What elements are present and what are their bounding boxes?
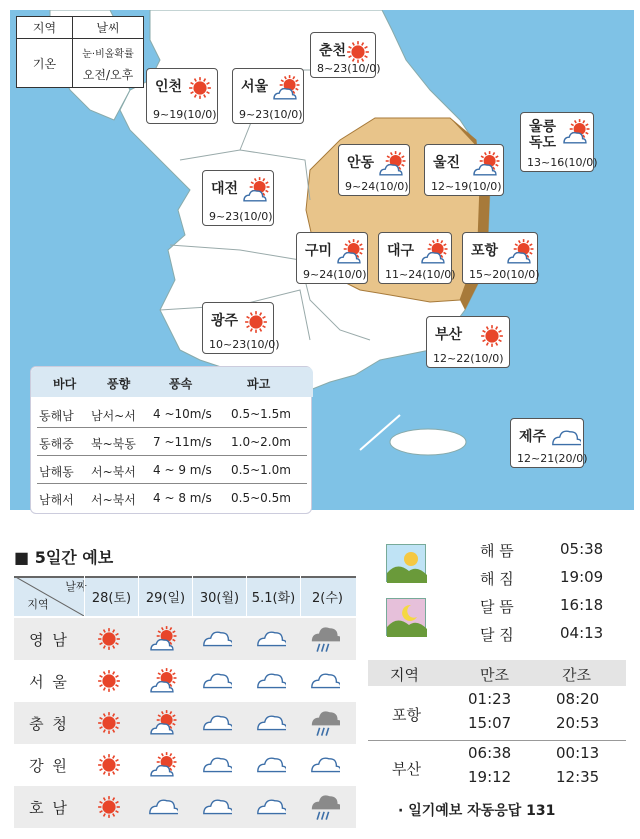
sea-row-divider (37, 483, 307, 484)
cloud-icon (256, 624, 286, 658)
sea-cell: 4 ~10m/s (153, 407, 212, 421)
sun-moon-time: 05:38 (560, 540, 604, 558)
legend-weather: 날씨 (73, 17, 143, 39)
sun-moon-time: 16:18 (560, 596, 604, 614)
tide-place: 포항 (392, 706, 421, 724)
city-0 (310, 32, 381, 78)
tide-high: 06:38 (468, 744, 512, 762)
forecast-region: 영 남 (29, 630, 69, 649)
cloud-icon (202, 792, 232, 826)
weather-map (10, 10, 634, 510)
sea-header: 풍속 (169, 377, 193, 391)
tide-place: 부산 (392, 760, 421, 778)
cloud-icon (202, 624, 232, 658)
city-12 (510, 418, 588, 468)
forecast-date: 5.1(화) (246, 576, 300, 616)
tide-low: 20:53 (556, 714, 600, 732)
sun-icon (94, 792, 124, 826)
legend-region: 지역 (17, 17, 73, 39)
footer-hotline: · 일기예보 자동응답 131 (398, 803, 556, 819)
precip-prob: (10/0) (375, 180, 409, 193)
tide-high: 15:07 (468, 714, 512, 732)
city-temp (209, 338, 280, 351)
five-day-forecast-table (14, 576, 356, 824)
sea-cell: 서~북서 (91, 493, 136, 507)
moonrise-icon (386, 598, 426, 636)
sea-cell: 7 ~11m/s (153, 435, 212, 449)
sea-table (30, 366, 312, 514)
city-name: 춘천 (319, 43, 347, 59)
city-temp (209, 210, 273, 223)
sea-cell: 0.5~1.5m (231, 407, 291, 421)
sun-icon (94, 750, 124, 784)
sun-icon (94, 708, 124, 742)
precip-prob: (10/0) (183, 108, 217, 121)
temp-range: 13~16 (527, 156, 565, 169)
cloud-icon (202, 666, 232, 700)
city-name: 인천 (155, 79, 183, 95)
sea-row-divider (37, 455, 307, 456)
sea-header: 풍향 (107, 377, 131, 391)
temp-range: 9~23 (239, 108, 270, 121)
sea-cell: 동해남 (39, 409, 74, 423)
city-name: 울진 (433, 155, 461, 171)
city-temp (317, 62, 381, 75)
temp-range: 9~19 (153, 108, 184, 121)
forecast-date: 28(토) (84, 576, 138, 616)
sea-cell: 북~북동 (91, 437, 136, 451)
city-7 (296, 232, 368, 284)
city-temp (469, 268, 540, 281)
sun-moon-label: 달 짐 (480, 626, 514, 644)
sea-header: 파고 (247, 377, 271, 391)
city-temp (303, 268, 367, 281)
tide-low: 00:13 (556, 744, 600, 762)
city-name: 포항 (471, 243, 499, 259)
precip-prob: (10/0) (246, 338, 280, 351)
city-name: 울릉 독도 (529, 119, 557, 151)
sun-cloud-icon (148, 666, 178, 700)
sun-cloud-icon (148, 624, 178, 658)
forecast-region: 서 울 (29, 672, 69, 691)
temp-range: 9~23 (209, 210, 240, 223)
forecast-region: 호 남 (29, 798, 69, 817)
legend-temp: 기온 (17, 39, 73, 87)
sea-cell: 0.5~0.5m (231, 491, 291, 505)
city-5 (424, 144, 504, 196)
rain-icon (310, 708, 340, 742)
city-temp (345, 180, 409, 193)
city-name: 대구 (387, 243, 415, 259)
cloud-icon (310, 750, 340, 784)
rain-icon (310, 624, 340, 658)
tide-low: 12:35 (556, 768, 600, 786)
sea-cell: 동해중 (39, 437, 74, 451)
temp-range: 12~21 (517, 452, 555, 465)
precip-prob: (10/0) (239, 210, 273, 223)
forecast-region: 강 원 (29, 756, 69, 775)
city-4 (338, 144, 410, 196)
precip-prob: (10/0) (468, 180, 502, 193)
precip-prob: (10/0) (506, 268, 540, 281)
map-legend (16, 16, 144, 88)
sun-cloud-icon (148, 708, 178, 742)
rain-icon (310, 792, 340, 826)
tide-high: 01:23 (468, 690, 512, 708)
cloud-icon (148, 792, 178, 826)
city-11 (426, 316, 510, 368)
city-temp (385, 268, 456, 281)
precip-prob: (10/0) (269, 108, 303, 121)
sea-cell: 4 ~ 9 m/s (153, 463, 212, 477)
city-8 (378, 232, 456, 284)
precip-prob: (10/0) (422, 268, 456, 281)
city-name: 서울 (241, 79, 269, 95)
cloud-icon (202, 750, 232, 784)
city-name: 구미 (305, 243, 333, 259)
city-name: 광주 (211, 313, 239, 329)
precip-prob: (10/0) (564, 156, 598, 169)
sun-moon-time: 04:13 (560, 624, 604, 642)
city-temp (433, 352, 504, 365)
cloud-icon (256, 708, 286, 742)
sea-cell: 1.0~2.0m (231, 435, 291, 449)
cloud-icon (256, 750, 286, 784)
tide-high: 19:12 (468, 768, 512, 786)
city-temp (527, 156, 598, 169)
city-6 (202, 170, 274, 226)
temp-range: 12~19 (431, 180, 469, 193)
temp-range: 15~20 (469, 268, 507, 281)
city-1 (146, 68, 218, 124)
city-temp (517, 452, 588, 465)
tide-header: 간조 (562, 666, 591, 684)
city-3 (520, 112, 598, 172)
tide-header: 지역 (390, 666, 419, 684)
corner-region-label: 지역 (27, 598, 49, 611)
precip-prob: (10/0) (347, 62, 381, 75)
temp-range: 9~24 (345, 180, 376, 193)
temp-range: 12~22 (433, 352, 471, 365)
forecast-title: ■ 5일간 예보 (14, 548, 114, 567)
city-name: 대전 (211, 181, 239, 197)
sea-cell: 4 ~ 8 m/s (153, 491, 212, 505)
forecast-date: 30(월) (192, 576, 246, 616)
cloud-icon (256, 666, 286, 700)
temp-range: 9~24 (303, 268, 334, 281)
city-name: 부산 (435, 327, 463, 343)
precip-prob: (10/0) (470, 352, 504, 365)
temp-range: 8~23 (317, 62, 348, 75)
city-name: 제주 (519, 429, 547, 445)
forecast-date: 2(수) (300, 576, 354, 616)
precip-prob: (10/0) (333, 268, 367, 281)
legend-precip: 눈·비올확률 (82, 48, 134, 60)
sea-header: 바다 (53, 377, 77, 391)
sea-cell: 남해서 (39, 493, 74, 507)
sea-cell: 남서~서 (91, 409, 136, 423)
forecast-region: 충 청 (29, 714, 69, 733)
sun-moon-label: 달 뜸 (480, 598, 514, 616)
sun-icon (94, 666, 124, 700)
sea-row-divider (37, 427, 307, 428)
sea-cell: 0.5~1.0m (231, 463, 291, 477)
corner-date-label: 날짜 (65, 580, 87, 593)
cloud-icon (256, 792, 286, 826)
city-temp (239, 108, 303, 121)
city-2 (232, 68, 304, 124)
cloud-icon (202, 708, 232, 742)
tide-header: 만조 (480, 666, 509, 684)
precip-prob: (20/0) (554, 452, 588, 465)
tide-divider (368, 740, 626, 741)
sea-cell: 남해동 (39, 465, 74, 479)
sea-cell: 서~북서 (91, 465, 136, 479)
temp-range: 11~24 (385, 268, 423, 281)
sun-moon-label: 해 짐 (480, 570, 514, 588)
sun-cloud-icon (148, 750, 178, 784)
legend-ampm: 오전/오후 (82, 67, 134, 82)
sun-icon (94, 624, 124, 658)
sun-moon-time: 19:09 (560, 568, 604, 586)
city-temp (153, 108, 217, 121)
corner-diagonal (14, 576, 84, 620)
city-temp (431, 180, 502, 193)
temp-range: 10~23 (209, 338, 247, 351)
sun-moon-label: 해 뜸 (480, 542, 514, 560)
forecast-date: 29(일) (138, 576, 192, 616)
city-9 (462, 232, 538, 284)
tide-low: 08:20 (556, 690, 600, 708)
sunrise-icon (386, 544, 426, 582)
cloud-icon (310, 666, 340, 700)
city-name: 안동 (347, 155, 375, 171)
city-10 (202, 302, 280, 354)
